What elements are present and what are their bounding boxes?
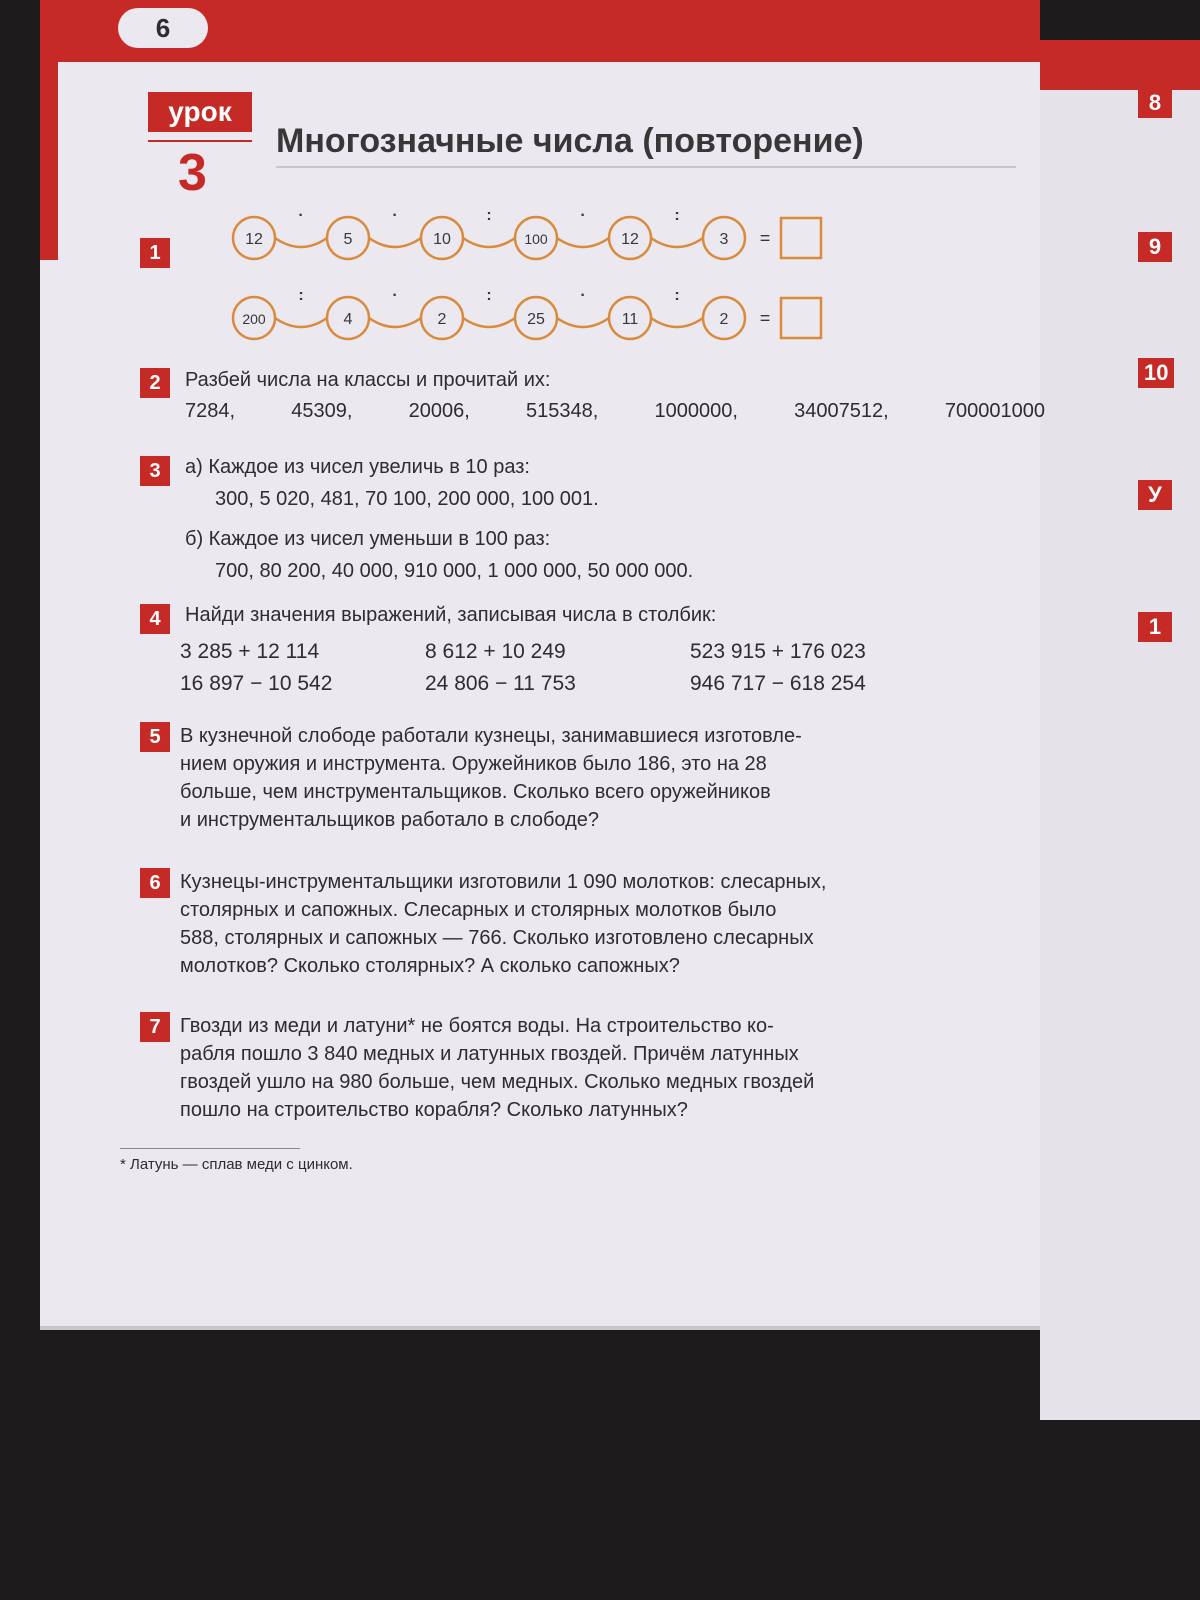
chain-value: 3 [719, 231, 729, 248]
expression: 523 915 + 176 023 [690, 640, 866, 663]
task-2-number: 1000000, [654, 400, 738, 422]
task-6-line: столярных и сапожных. Слесарных и столярных молотков было [180, 899, 777, 921]
chain-operator: : [298, 287, 304, 304]
task-2-number: 700001000 [944, 400, 1045, 422]
task-7-text [180, 1012, 1060, 1124]
chain-connector [651, 238, 703, 247]
right-task-number: 1 [1138, 612, 1172, 642]
chain-value: 25 [527, 311, 545, 328]
task-2-number: 7284, [185, 400, 236, 422]
task-number-2: 2 [140, 368, 170, 398]
right-page [1040, 40, 1200, 1420]
task-2-number: 34007512, [794, 400, 889, 422]
chain-operator: : [486, 207, 492, 224]
task-3a-numbers: 300, 5 020, 481, 70 100, 200 000, 100 001. [215, 488, 599, 510]
right-task-number: 9 [1138, 232, 1172, 262]
chain-operator: : [486, 287, 492, 304]
footnote-divider [120, 1148, 300, 1149]
expression: 16 897 − 10 542 [180, 672, 333, 695]
chain-value: 200 [242, 311, 266, 327]
task-number-7: 7 [140, 1012, 170, 1042]
chain-value: 10 [433, 231, 451, 248]
task-2-numbers [185, 400, 1045, 423]
chain-value: 2 [719, 311, 729, 328]
task-2-text: Разбей числа на классы и прочитай их: [185, 369, 551, 391]
expression: 24 806 − 11 753 [425, 672, 576, 695]
task-4-text: Найди значения выражений, записывая числа в столбик: [185, 604, 717, 626]
lesson-divider [148, 140, 252, 142]
title-underline [276, 166, 1016, 168]
task-6-line: молотков? Сколько столярных? А сколько сапожных? [180, 955, 680, 977]
chain-connector [557, 238, 609, 247]
chain-operator: · [580, 207, 586, 224]
number-chain-1 [228, 206, 868, 266]
chain-connector [463, 238, 515, 247]
task-2-number: 45309, [291, 400, 353, 422]
task-5-line: нием оружия и инструмента. Оружейников было 186, это на 28 [180, 753, 767, 775]
task-2-number: 515348, [526, 400, 599, 422]
chain-connector [651, 318, 703, 327]
task-6-line: Кузнецы-инструментальщики изготовили 1 090 молотков: слесарных, [180, 871, 827, 893]
task-7-line: пошло на строительство корабля? Сколько латунных? [180, 1099, 688, 1121]
task-2-number: 20006, [408, 400, 470, 422]
task-7-line: рабля пошло 3 840 медных и латунных гвоздей. Причём латунных [180, 1043, 799, 1065]
task-number-4: 4 [140, 604, 170, 634]
chain-value: 5 [343, 231, 353, 248]
task-5-text [180, 722, 1060, 834]
chain-value: 100 [524, 231, 548, 247]
page-number: 6 [118, 8, 208, 48]
task-number-1: 1 [140, 238, 170, 268]
left-band [40, 0, 58, 260]
task-5-line: и инструментальщиков работало в слободе? [180, 809, 600, 831]
chain-operator: · [298, 207, 304, 224]
chain-value: 4 [343, 311, 353, 328]
task-3b-numbers: 700, 80 200, 40 000, 910 000, 1 000 000, 50 000 000. [215, 560, 694, 582]
task-6-text [180, 868, 1060, 980]
right-task-number: 10 [1138, 358, 1174, 388]
chain-value: 2 [437, 311, 447, 328]
expression: 3 285 + 12 114 [180, 640, 320, 663]
lesson-number: 3 [178, 144, 207, 202]
task-6-line: 588, столярных и сапожных — 766. Сколько изготовлено слесарных [180, 927, 814, 949]
workbook-page [40, 0, 1045, 1330]
chain-equals: = [759, 228, 771, 248]
chain-connector [369, 318, 421, 327]
task-5-line: больше, чем инструментальщиков. Сколько всего оружейников [180, 781, 771, 803]
expression: 8 612 + 10 249 [425, 640, 566, 663]
task-7-line: Гвозди из меди и латуни* не боятся воды. На строительство ко- [180, 1015, 774, 1037]
task-number-5: 5 [140, 722, 170, 752]
footnote: * Латунь — сплав меди с цинком. [120, 1156, 353, 1173]
task-3b-text: б) Каждое из чисел уменьши в 100 раз: [185, 528, 551, 550]
chain-connector [369, 238, 421, 247]
chain-operator: : [674, 287, 680, 304]
chain-connector [463, 318, 515, 327]
task-5-line: В кузнечной слободе работали кузнецы, занимавшиеся изготовле- [180, 725, 802, 747]
page-title: Многозначные числа (повторение) [276, 122, 864, 160]
lesson-label: урок [148, 92, 252, 132]
right-task-number: 8 [1138, 88, 1172, 118]
chain-value: 12 [245, 231, 263, 248]
expression: 946 717 − 618 254 [690, 672, 866, 695]
chain-value: 12 [621, 231, 639, 248]
chain-connector [275, 318, 327, 327]
answer-box[interactable] [781, 218, 821, 258]
number-chain-2 [228, 286, 868, 346]
chain-operator: · [392, 287, 398, 304]
right-task-number: У [1138, 480, 1172, 510]
chain-operator: · [392, 207, 398, 224]
task-number-3: 3 [140, 456, 170, 486]
chain-equals: = [759, 308, 771, 328]
chain-operator: · [580, 287, 586, 304]
task-7-line: гвоздей ушло на 980 больше, чем медных. Сколько медных гвоздей [180, 1071, 815, 1093]
chain-operator: : [674, 207, 680, 224]
right-page-band [1040, 40, 1200, 90]
chain-value: 11 [621, 311, 639, 328]
chain-connector [275, 238, 327, 247]
answer-box[interactable] [781, 298, 821, 338]
chain-connector [557, 318, 609, 327]
task-3a-text: а) Каждое из чисел увеличь в 10 раз: [185, 456, 530, 478]
task-number-6: 6 [140, 868, 170, 898]
